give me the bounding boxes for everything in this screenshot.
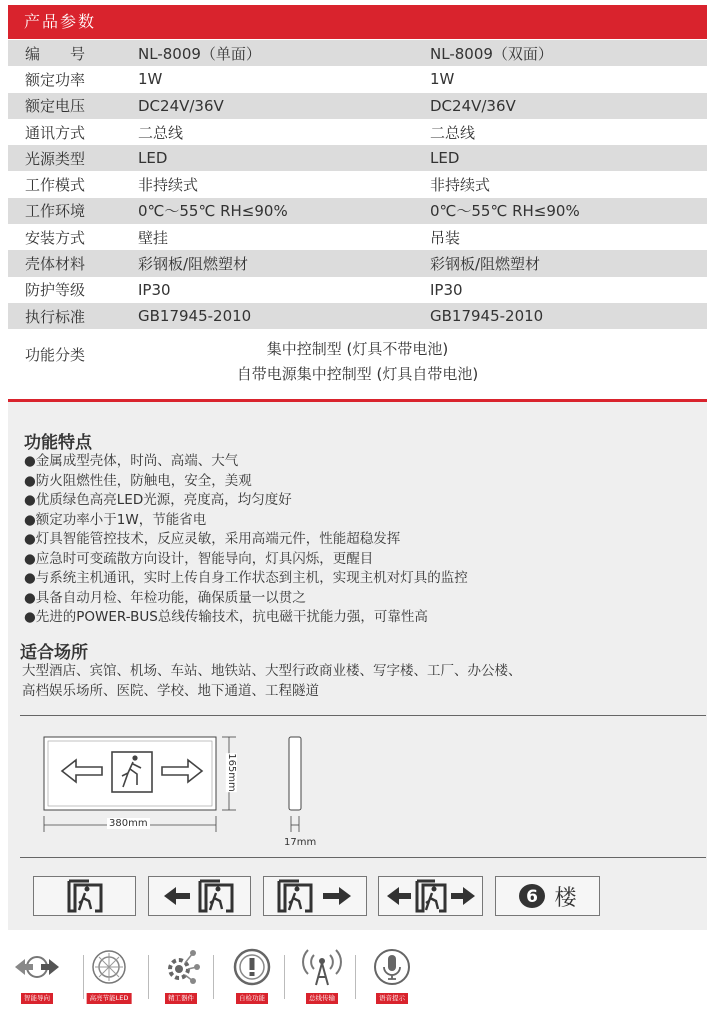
venues-line-1: 大型酒店、宾馆、机场、车站、地铁站、大型行政商业楼、写字楼、工厂、办公楼、	[22, 663, 522, 679]
feature-icon-bus	[288, 945, 356, 1002]
spec-value-double: NL-8009（双面）	[430, 44, 553, 63]
features-title: 功能特点	[24, 433, 92, 453]
bidirectional-exit-icon	[383, 879, 479, 913]
spec-value-single: DC24V/36V	[138, 96, 224, 115]
feature-item: ●优质绿色高亮LED光源，亮度高，均匀度好	[24, 492, 292, 508]
feature-item: ●具备自动月检、年检功能，确保质量一以贯之	[24, 589, 306, 606]
spec-value-single: 彩钢板/阻燃塑材	[138, 255, 249, 274]
spec-label: 壳体材料	[25, 255, 86, 274]
feature-icon-voice	[358, 945, 426, 1002]
spec-value-single: 非持续式	[138, 176, 199, 195]
feature-item: ●防火阻燃性佳，防触电，安全，美观	[24, 472, 252, 489]
header-title: 产品参数	[24, 12, 97, 31]
function-class-label: 功能分类	[25, 346, 86, 364]
sign-variant-exit	[33, 876, 136, 916]
sign-variant-right	[263, 876, 367, 916]
spec-value-double: IP30	[430, 280, 463, 299]
feature-item: ●灯具智能管控技术，反应灵敏，采用高端元件，性能超稳发挥	[24, 531, 401, 547]
feature-icon-caption: 智能导向	[21, 993, 53, 1004]
feature-icon-caption: 精工器件	[165, 993, 197, 1004]
gear-network-icon	[153, 945, 209, 989]
microphone-icon	[364, 945, 420, 989]
spec-label: 安装方式	[25, 228, 86, 247]
feature-item: ●金属成型壳体，时尚、高端、大气	[24, 453, 239, 469]
left-exit-icon	[160, 879, 240, 913]
spec-value-double: 0℃～55℃ RH≤90%	[430, 202, 580, 221]
feature-icon-led	[75, 945, 143, 1002]
dim-height-label: 165mm	[225, 753, 237, 792]
spec-value-single: GB17945-2010	[138, 307, 252, 326]
spec-value-double: LED	[430, 149, 460, 168]
spec-value-double: 非持续式	[430, 176, 491, 195]
dim-depth-label: 17mm	[284, 837, 317, 848]
sign-variant-both	[378, 876, 483, 916]
floor-number: 6	[526, 887, 539, 907]
floor-number-badge	[518, 882, 546, 910]
sign-front-outline	[44, 737, 216, 810]
function-class-line-2: 自带电源集中控制型 (灯具自带电池)	[236, 365, 479, 383]
feature-icon-caption: 总线传输	[306, 993, 338, 1004]
spec-value-double: 二总线	[430, 123, 476, 142]
led-bulb-icon	[81, 945, 137, 989]
spec-label: 额定电压	[25, 97, 86, 116]
sign-variant-left	[148, 876, 251, 916]
spec-value-double: 吊装	[430, 228, 461, 247]
spec-value-single: 二总线	[138, 123, 184, 142]
feature-icon-caption: 高亮节能LED	[87, 993, 132, 1004]
feature-item: ●额定功率小于1W，节能省电	[24, 511, 207, 528]
spec-label: 防护等级	[25, 281, 86, 300]
sign-side-outline	[289, 737, 301, 810]
feature-item: ●应急时可变疏散方向设计，智能导向，灯具闪烁，更醒目	[24, 550, 374, 567]
feature-item: ●先进的POWER-BUS总线传输技术，抗电磁干扰能力强，可靠性高	[24, 609, 428, 625]
spec-value-double: GB17945-2010	[430, 307, 544, 326]
sign-variant-floor	[495, 876, 600, 916]
spec-value-single: 0℃～55℃ RH≤90%	[138, 202, 288, 221]
spec-value-single: 1W	[138, 70, 163, 89]
spec-label: 额定功率	[25, 70, 86, 89]
spec-label: 工作模式	[25, 176, 86, 195]
spec-label: 编 号	[25, 44, 86, 63]
exit-door-icon	[65, 879, 105, 913]
feature-item: ●与系统主机通讯，实时上传自身工作状态到主机，实现主机对灯具的监控	[24, 570, 468, 586]
alert-circle-icon	[224, 945, 280, 989]
feature-icon-components	[147, 945, 215, 1002]
spec-value-single: LED	[138, 149, 168, 168]
spec-value-double: DC24V/36V	[430, 96, 516, 115]
spec-label: 光源类型	[25, 149, 86, 168]
feature-icons-row	[0, 945, 715, 1035]
dim-width-label: 380mm	[109, 818, 148, 829]
right-exit-icon	[275, 879, 355, 913]
floor-char: 楼	[554, 885, 577, 911]
feature-icon-caption: 自检功能	[236, 993, 268, 1004]
spec-label: 执行标准	[25, 307, 86, 326]
feature-icon-direction	[3, 945, 71, 1002]
venues-title: 适合场所	[20, 643, 88, 663]
spec-value-single: 壁挂	[138, 228, 169, 247]
feature-icon-selftest	[218, 945, 286, 1002]
spec-value-single: IP30	[138, 280, 171, 299]
spec-value-double: 1W	[430, 70, 455, 89]
spec-label: 工作环境	[25, 202, 86, 221]
spec-value-double: 彩钢板/阻燃塑材	[430, 255, 541, 274]
feature-icon-caption: 语音提示	[376, 993, 408, 1004]
direction-arrows-icon	[9, 945, 65, 989]
signal-tower-icon	[294, 945, 350, 989]
venues-line-2: 高档娱乐场所、医院、学校、地下通道、工程隧道	[22, 683, 319, 699]
function-class-line-1: 集中控制型 (灯具不带电池)	[266, 340, 449, 358]
spec-label: 通讯方式	[25, 123, 86, 142]
spec-value-single: NL-8009（单面）	[138, 44, 261, 63]
